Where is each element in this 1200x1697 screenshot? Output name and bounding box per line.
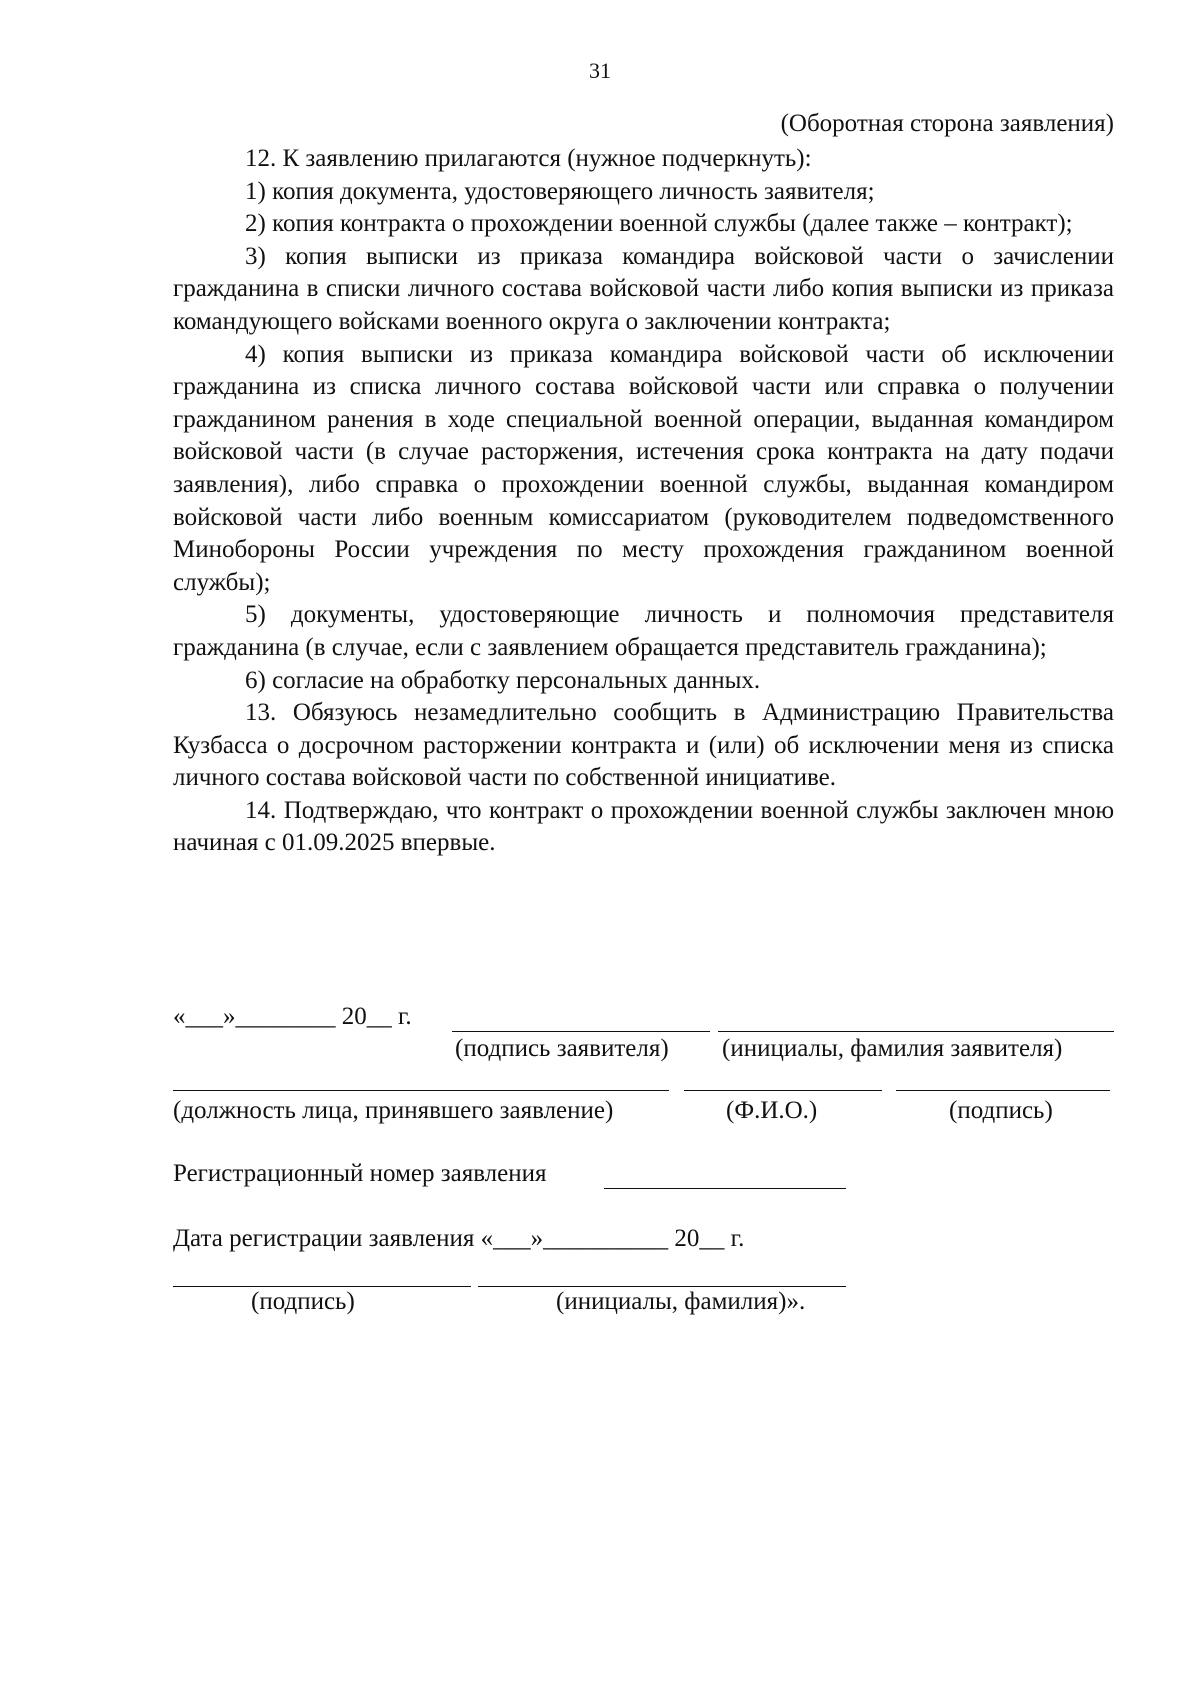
final-signature-line bbox=[173, 1286, 471, 1287]
applicant-signature-line bbox=[452, 1031, 710, 1032]
item-6: 6) согласие на обработку персональных данных. bbox=[245, 666, 761, 694]
paragraph-12: 12. К заявлению прилагаются (нужное подчеркнуть): bbox=[245, 145, 812, 172]
paragraph-14: 14. Подтверждаю, что контракт о прохождении военной службы заключен мною начиная с 01.09.2025 впервые. bbox=[173, 796, 1114, 857]
final-name-line bbox=[478, 1286, 846, 1287]
date-line: «___»________ 20__ г. bbox=[173, 1003, 412, 1030]
side-note: (Оборотная сторона заявления) bbox=[780, 110, 1114, 137]
acceptor-signature-caption: (подпись) bbox=[949, 1097, 1053, 1124]
applicant-name-line bbox=[718, 1031, 1114, 1032]
item-2: 2) копия контракта о прохождении военной службы (далее также – контракт); bbox=[245, 210, 1073, 238]
item-5: 5) документы, удостоверяющие личность и полномочия представителя гражданина (в случае, если с заявлением обращается представитель гражданина); bbox=[173, 601, 1114, 661]
final-name-caption: (инициалы, фамилия)». bbox=[556, 1288, 806, 1315]
final-signature-caption: (подпись) bbox=[251, 1288, 355, 1315]
registration-date-label: Дата регистрации заявления «___»__________ 20__ г. bbox=[173, 1225, 745, 1252]
document-body bbox=[173, 143, 1114, 860]
applicant-name-caption: (инициалы, фамилия заявителя) bbox=[722, 1035, 1063, 1062]
paragraph-13: 13. Обязуюсь незамедлительно сообщить в Администрацию Правительства Кузбасса о досрочном расторжении контракта и (или) об исключении меня из списка личного состава войсковой части по собственной инициативе. bbox=[173, 699, 1114, 792]
registration-number-label: Регистрационный номер заявления bbox=[173, 1160, 547, 1187]
position-line bbox=[173, 1090, 669, 1091]
item-4: 4) копия выписки из приказа командира войсковой части об исключении гражданина из списка личного состава войсковой части или справка о получении гражданином ранения в ходе специальной военной операции, выданная командиром войсковой части (в случае расторжения, истечения срока контракта на дату подачи заявления), либо справка о прохождении военной службы, выданная командиром войсковой части либо военным комиссариатом (руководителем подведомственного Минобороны России учреждения по месту прохождения гражданином военной службы); bbox=[173, 340, 1114, 596]
page-number: 31 bbox=[589, 58, 611, 83]
fio-caption: (Ф.И.О.) bbox=[726, 1097, 818, 1124]
position-caption: (должность лица, принявшего заявление) bbox=[173, 1097, 614, 1124]
fio-line bbox=[684, 1090, 882, 1091]
item-3: 3) копия выписки из приказа командира войсковой части о зачислении гражданина в списки личного состава войсковой части либо копия выписки из приказа командующего войсками военного округа о заключении контракта; bbox=[173, 242, 1114, 335]
item-1: 1) копия документа, удостоверяющего личность заявителя; bbox=[245, 177, 875, 205]
acceptor-signature-line bbox=[896, 1090, 1110, 1091]
applicant-signature-caption: (подпись заявителя) bbox=[455, 1035, 669, 1062]
registration-number-line bbox=[604, 1188, 846, 1189]
